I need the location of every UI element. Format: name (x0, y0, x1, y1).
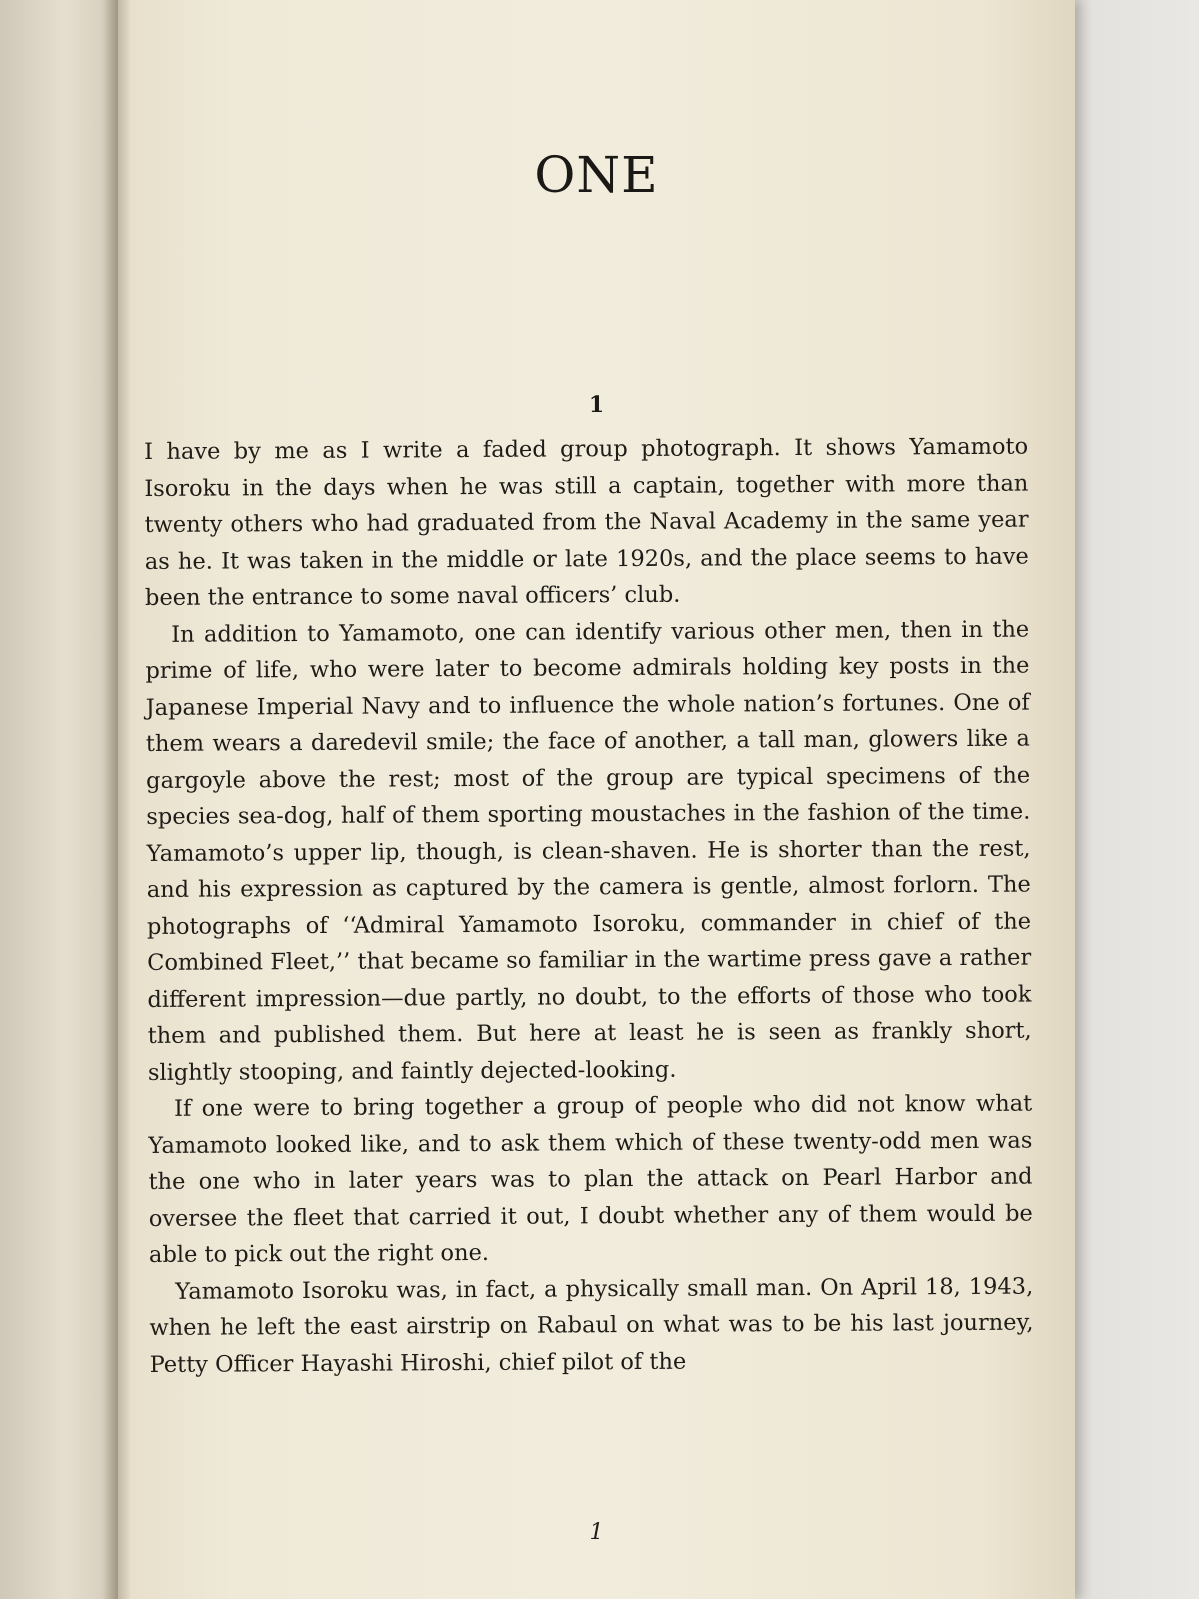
paragraph-3: If one were to bring together a group of people who did not know what Yamamoto looked like, and to ask them which of these twenty-odd men was the one who in later years was to plan the attack on Pearl Harbor and oversee the fleet that carried it out, I doubt whether any of them would be able to pick out the right one. (148, 1090, 1033, 1268)
chapter-title: ONE (534, 146, 659, 204)
book-page (118, 0, 1075, 1599)
book-gutter (104, 0, 130, 1599)
paragraph-1: I have by me as I write a faded group photograph. It shows Yamamoto Isoroku in the days when he was still a captain, together with more than twenty others who had graduated from the Naval Academy in the same year as he. It was taken in the middle or late 1920s, and the place seems to have been the entrance to some naval officers’ club. (144, 433, 1029, 611)
paragraph-2: In addition to Yamamoto, one can identify various other men, then in the prime of life, who were later to become admirals holding key posts in the Japanese Imperial Navy and to influence the whole nation’s fortunes. One of them wears a daredevil smile; the face of another, a tall man, glowers like a gargoyle above the rest; most of the group are typical specimens of the species sea-dog, half of them sporting moustaches in the fashion of the time. Yamamoto’s upper lip, though, is clean-shaven. He is shorter than the rest, and his expression as captured by the camera is gentle, almost forlorn. The photographs of ‘‘Admiral Yamamoto Isoroku, commander in chief of the Combined Fleet,’’ that became so familiar in the wartime press gave a rather different impression—due partly, no doubt, to the efforts of those who took them and published them. But here at least he is seen as frankly short, slightly stooping, and faintly dejected-looking. (145, 616, 1032, 1086)
right-page-edge (1068, 0, 1199, 1599)
left-facing-page (0, 0, 118, 1599)
page-number: 1 (589, 1520, 604, 1545)
body-text (144, 429, 1034, 1383)
paragraph-4: Yamamoto Isoroku was, in fact, a physically small man. On April 18, 1943, when he left the east airstrip on Rabaul on what was to be his last journey, Petty Officer Hayashi Hiroshi, chief pilot of the (149, 1273, 1034, 1378)
section-number: 1 (588, 392, 605, 418)
